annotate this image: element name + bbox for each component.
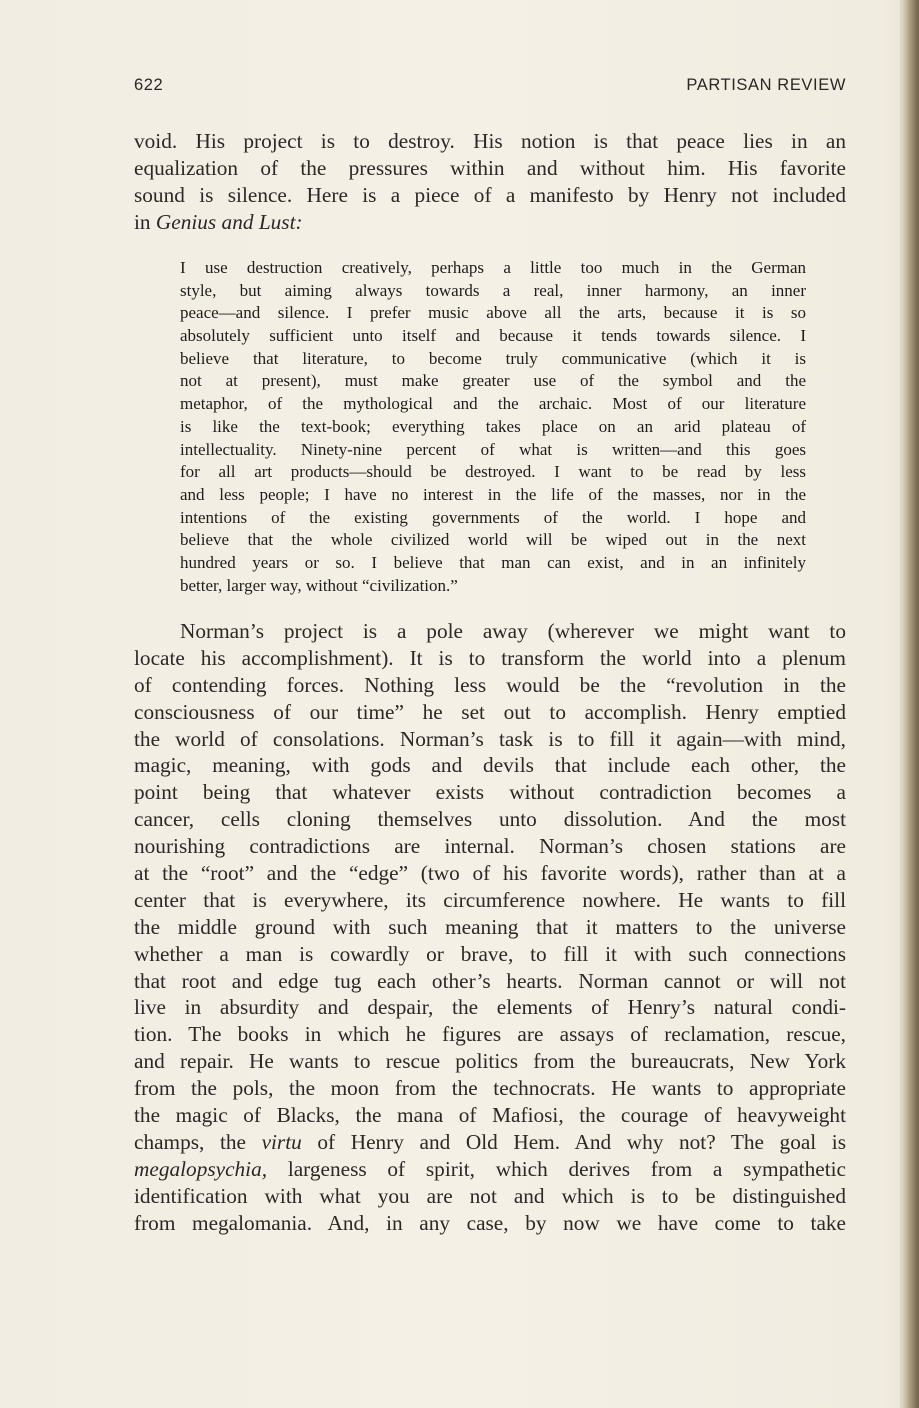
text-line: Norman’s project is a pole away (wherever we might want to — [180, 619, 846, 643]
quote-line: hundred years or so. I believe that man can exist, and in an infinitely — [180, 552, 806, 572]
text-line: identification with what you are not and which is to be distinguished — [134, 1183, 846, 1208]
text-fragment: champs, the — [134, 1129, 262, 1154]
text-line: live in absurdity and despair, the elements of Henry’s natural condi- — [134, 995, 846, 1020]
quote-line: peace—and silence. I prefer music above all the arts, because it is so — [180, 303, 806, 323]
text-fragment: largeness of spirit, which derives from a sympathetic — [267, 1156, 846, 1181]
quote-line: believe that the whole civilized world will be wiped out in the next — [180, 530, 806, 550]
text-line: of contending forces. Nothing less would be the “revolution in the — [134, 672, 846, 697]
paragraph-1 — [134, 128, 846, 236]
text-line: from the pols, the moon from the technocrats. He wants to appropriate — [134, 1076, 846, 1101]
text-line: tion. The books in which he figures are assays of reclamation, rescue, — [134, 1022, 846, 1047]
quote-line: and less people; I have no interest in the life of the masses, nor in the — [180, 484, 806, 504]
quote-line: better, larger way, without “civilization.” — [180, 575, 458, 595]
text-line: consciousness of our time” he set out to accomplish. Henry emptied — [134, 699, 846, 724]
text-line: cancer, cells cloning themselves unto dissolution. And the most — [134, 807, 846, 832]
text-fragment: in — [134, 209, 156, 234]
quote-line: intellectuality. Ninety-nine percent of what is written—and this goes — [180, 439, 806, 459]
text-line: from megalomania. And, in any case, by now we have come to take — [134, 1210, 846, 1235]
text-line: the world of consolations. Norman’s task is to fill it again—with mind, — [134, 726, 846, 751]
quote-line: believe that literature, to become truly communicative (which it is — [180, 348, 806, 368]
text-line — [134, 209, 846, 236]
text-line: and repair. He wants to rescue politics from the bureaucrats, New York — [134, 1049, 846, 1074]
quote-line: style, but aiming always towards a real, inner harmony, an inner — [180, 280, 806, 300]
text-line: the magic of Blacks, the mana of Mafiosi, the courage of heavyweight — [134, 1103, 846, 1128]
text-line: the middle ground with such meaning that it matters to the universe — [134, 914, 846, 939]
text-line — [134, 1156, 846, 1183]
text-line: sound is silence. Here is a piece of a manifesto by Henry not included — [134, 182, 846, 207]
text-line — [134, 1129, 846, 1156]
quote-line: not at present), must make greater use of the symbol and the — [180, 371, 806, 391]
page-header — [134, 76, 846, 100]
text-line: void. His project is to destroy. His notion is that peace lies in an — [134, 129, 846, 153]
text-line: locate his accomplishment). It is to transform the world into a plenum — [134, 645, 846, 670]
text-fragment: of Henry and Old Hem. And why not? The goal is — [301, 1129, 846, 1154]
quote-line: I use destruction creatively, perhaps a little too much in the German — [180, 258, 806, 277]
quote-line: metaphor, of the mythological and the archaic. Most of our literature — [180, 394, 806, 414]
text-line: center that is everywhere, its circumference nowhere. He wants to fill — [134, 887, 846, 912]
text-line: point being that whatever exists without contradiction becomes a — [134, 780, 846, 805]
text-line: magic, meaning, with gods and devils that include each other, the — [134, 753, 846, 778]
italic-term: virtu — [261, 1129, 302, 1154]
quote-line: absolutely sufficient unto itself and because it tends towards silence. I — [180, 326, 806, 346]
paragraph-2 — [134, 618, 846, 1236]
text-line: at the “root” and the “edge” (two of his favorite words), rather than at a — [134, 861, 846, 886]
text-line: whether a man is cowardly or brave, to fill it with such connections — [134, 941, 846, 966]
text-line: that root and edge tug each other’s hearts. Norman cannot or will not — [134, 968, 846, 993]
text-line: equalization of the pressures within and without him. His favorite — [134, 155, 846, 180]
quote-line: for all art products—should be destroyed. I want to be read by less — [180, 462, 806, 482]
quote-line: intentions of the existing governments of the world. I hope and — [180, 507, 806, 527]
block-quote — [180, 257, 806, 597]
book-title: Genius and Lust: — [155, 209, 303, 234]
italic-term: megalopsychia, — [134, 1156, 268, 1181]
quote-line: is like the text-book; everything takes place on an arid plateau of — [180, 416, 806, 436]
book-spine-shadow — [903, 0, 919, 1408]
text-line: nourishing contradictions are internal. Norman’s chosen stations are — [134, 834, 846, 859]
running-head: PARTISAN REVIEW — [686, 76, 846, 94]
page-number: 622 — [134, 76, 164, 94]
